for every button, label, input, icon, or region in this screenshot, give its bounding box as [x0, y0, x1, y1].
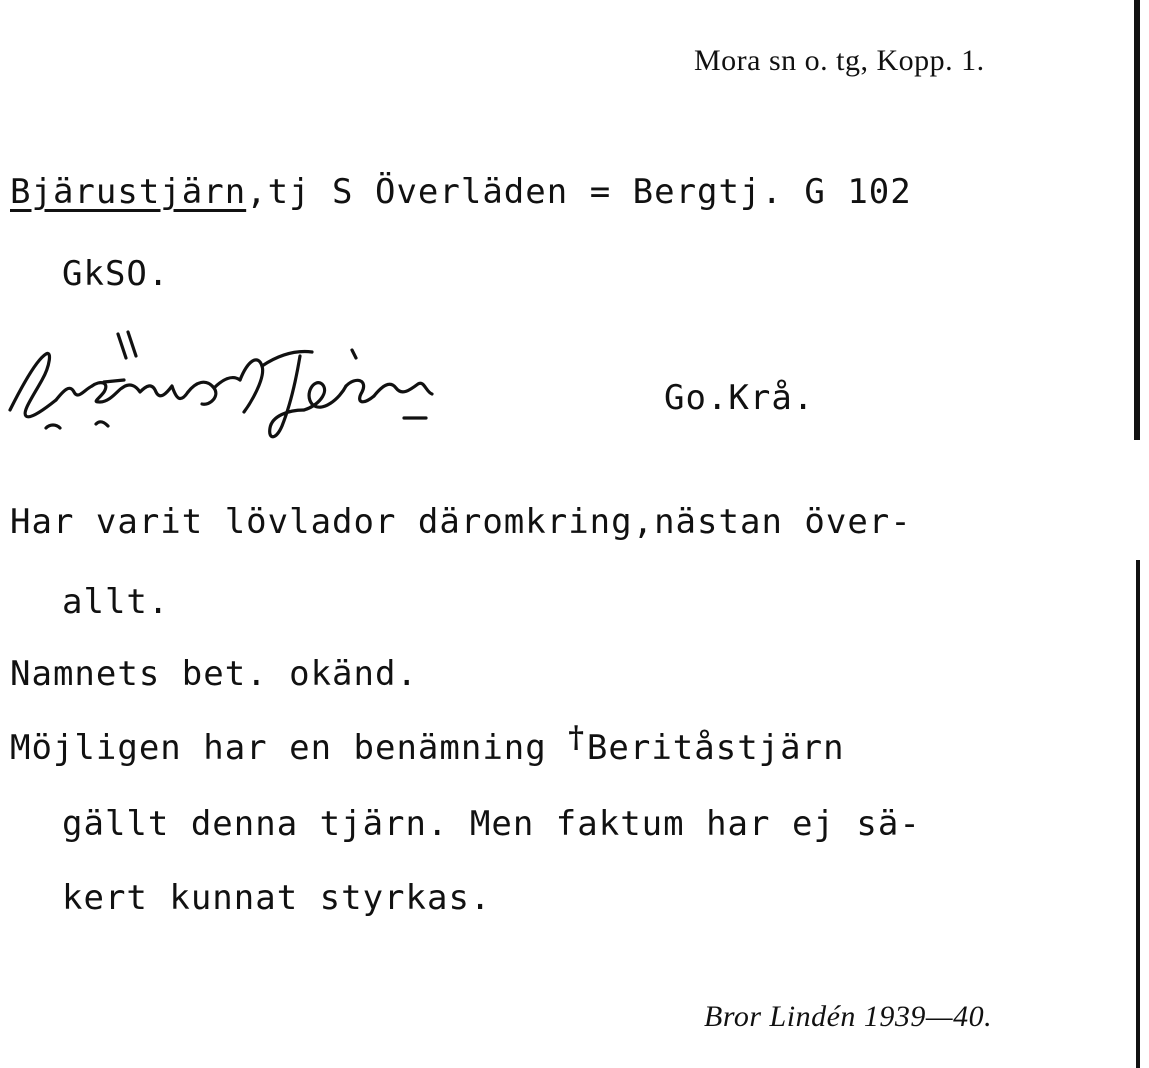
note-line-4: [10, 720, 845, 768]
note-line-6: kert kunnat styrkas.: [62, 878, 492, 918]
note-line-1: Har varit lövlador däromkring,nästan över-: [10, 502, 912, 542]
signature: Bror Lindén 1939—40.: [704, 1000, 993, 1033]
entry-description: ,tj S Överläden = Bergtj. G 102: [246, 172, 912, 212]
entry-line-1: [10, 172, 912, 212]
card-edge-line: [1136, 560, 1140, 1068]
card-edge-line: [1134, 0, 1140, 440]
note-line-4-name: Beritåstjärn: [586, 728, 845, 768]
note-line-2: allt.: [62, 582, 170, 622]
entry-line-2: GkSO.: [62, 254, 170, 294]
handwritten-pronunciation: [0, 320, 460, 450]
note-line-5: gällt denna tjärn. Men faktum har ej sä-: [62, 804, 921, 844]
note-line-3: Namnets bet. okänd.: [10, 654, 418, 694]
parish-reference: Mora sn o. tg, Kopp. 1.: [694, 44, 985, 77]
note-line-4-start: Möjligen har en benämning: [10, 728, 569, 768]
informant-abbreviation: Go.Krå.: [664, 378, 815, 418]
dagger-mark: †: [568, 720, 585, 755]
headword: Bjärustjärn: [10, 172, 247, 212]
